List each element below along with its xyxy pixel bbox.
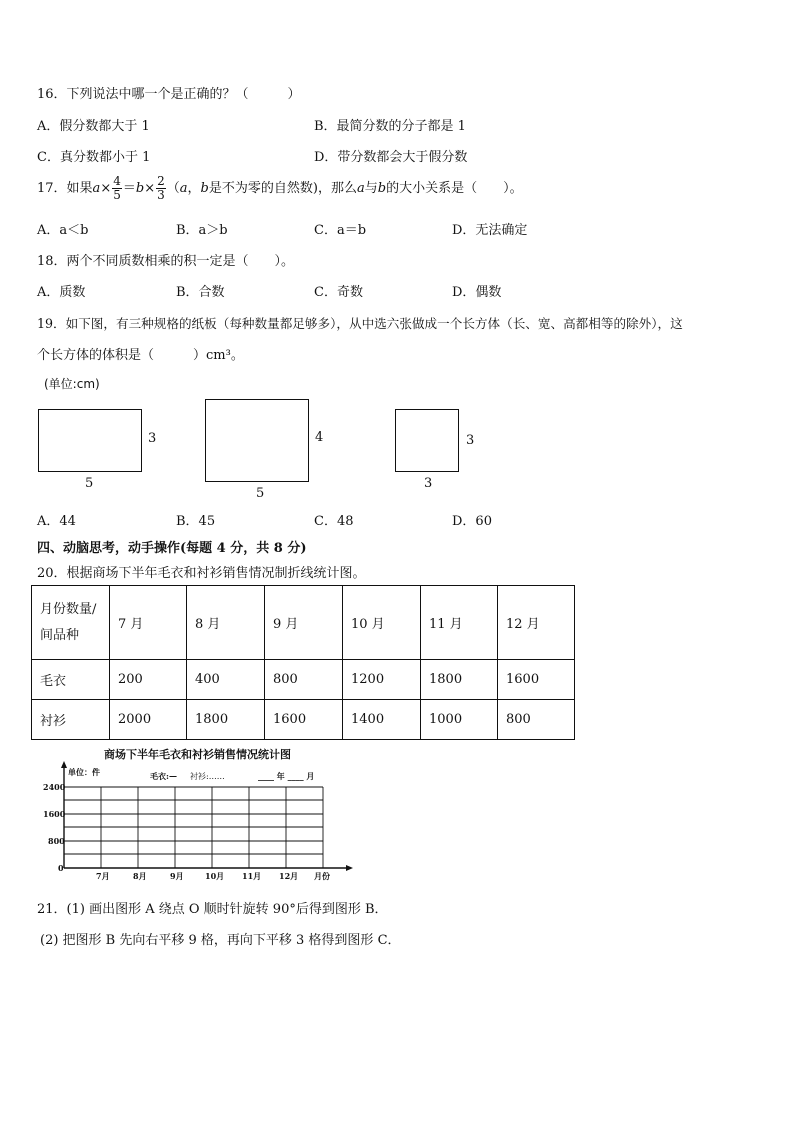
table-row	[32, 700, 575, 740]
q19-option-c: C．48	[314, 514, 354, 529]
q17-stem: 17．如果a× $\frac{4}{5}$ ＝b× $\frac{2}{3}$ （a，b是不为零的自然数)，那么a与b的大小关系是（ ）。	[37, 174, 523, 202]
corner-line-2: 间品种	[40, 627, 80, 643]
table-cell: 1200	[343, 660, 421, 700]
q16-option-d: D．带分数都会大于假分数	[314, 150, 468, 165]
table-cell: 1400	[343, 700, 421, 740]
y-axis-arrow	[61, 761, 67, 768]
cardboard-5x4-height: 4	[315, 430, 324, 445]
table-cell: 800	[265, 660, 343, 700]
y-tick-label: 800	[48, 836, 65, 846]
table-cell: 800	[498, 700, 575, 740]
q19-option-b: B．45	[176, 514, 216, 529]
month-header: 8 月	[187, 586, 265, 660]
fraction-four-fifths: $\frac{4}{5}$	[113, 174, 121, 202]
cardboard-5x3	[38, 409, 142, 472]
q18-option-c: C．奇数	[314, 285, 363, 300]
x-tick-label: 10月	[205, 871, 225, 881]
chart-title: 商场下半年毛衣和衬衫销售情况统计图	[104, 748, 291, 761]
month-header: 11 月	[421, 586, 498, 660]
cardboard-3x3-width: 3	[424, 476, 433, 491]
month-header: 7 月	[110, 586, 187, 660]
q16-stem: 16．下列说法中哪一个是正确的？（ ）	[37, 87, 301, 102]
table-cell: 400	[187, 660, 265, 700]
q18-option-d: D．偶数	[452, 285, 502, 300]
cardboard-3x3-height: 3	[466, 433, 475, 448]
horizontal-grid	[64, 787, 323, 854]
cardboard-3x3	[395, 409, 459, 472]
x-tick-label: 9月	[170, 871, 184, 881]
x-tick-label: 12月	[279, 871, 299, 881]
q18-option-b: B．合数	[176, 285, 225, 300]
q19-stem-line1: 19．如下图，有三种规格的纸板（每种数量都足够多），从中选六张做成一个长方体（长、宽、高都相等的除外），这	[37, 316, 683, 331]
x-tick-label: 11月	[242, 871, 262, 881]
table-cell: 2000	[110, 700, 187, 740]
q18-stem: 18．两个不同质数相乘的积一定是（ ）。	[37, 254, 295, 269]
q16-option-a: A．假分数都大于 1	[37, 119, 150, 134]
legend-sweater: 毛衣:—	[150, 771, 177, 781]
x-tick-label: 8月	[133, 871, 147, 881]
y-tick-label: 1600	[43, 809, 66, 819]
legend-shirt: 衬衫:……	[190, 772, 225, 781]
row-label: 衬衫	[32, 700, 110, 740]
table-cell: 1000	[421, 700, 498, 740]
q17-option-b: B．a＞b	[176, 223, 228, 238]
cardboard-5x4	[205, 399, 309, 482]
q20-stem: 20．根据商场下半年毛衣和衬衫销售情况制折线统计图。	[37, 566, 366, 581]
table-row	[32, 660, 575, 700]
row-label: 毛衣	[32, 660, 110, 700]
q21-part1: 21．(1) 画出图形 A 绕点 O 顺时针旋转 90°后得到图形 B．	[37, 902, 388, 917]
q17-option-c: C．a＝b	[314, 223, 367, 238]
month-header: 9 月	[265, 586, 343, 660]
cardboard-5x3-width: 5	[85, 476, 94, 491]
table-header-row	[32, 586, 575, 660]
table-cell: 1600	[498, 660, 575, 700]
q21-part2: (2) 把图形 B 先向右平移 9 格，再向下平移 3 格得到图形 C．	[40, 933, 401, 948]
q18-option-a: A．质数	[37, 285, 86, 300]
q16-option-b: B．最简分数的分子都是 1	[314, 119, 466, 134]
q17-option-a: A．a＜b	[37, 223, 89, 238]
table-cell: 1800	[187, 700, 265, 740]
y-tick-label: 2400	[43, 782, 66, 792]
table-cell: 1800	[421, 660, 498, 700]
cardboard-5x4-width: 5	[256, 486, 265, 501]
q17-option-d: D．无法确定	[452, 223, 528, 238]
section-heading: 四、动脑思考，动手操作(每题 4 分，共 8 分)	[37, 541, 307, 556]
month-header: 10 月	[343, 586, 421, 660]
q19-unit-label: (单位:cm)	[44, 377, 100, 391]
fraction-two-thirds: $\frac{2}{3}$	[157, 174, 165, 202]
table-cell: 200	[110, 660, 187, 700]
q19-stem-line2: 个长方体的体积是（ ）cm³。	[37, 348, 244, 363]
y-tick-label: 0	[58, 863, 64, 873]
corner-line-1: 月份数量/	[40, 601, 97, 617]
month-header: 12 月	[498, 586, 575, 660]
x-tick-label: 7月	[96, 871, 110, 881]
chart-date-blank: ____ 年 ____ 月	[258, 771, 315, 781]
q19-option-d: D．60	[452, 514, 492, 529]
x-axis-label: 月份	[314, 871, 330, 881]
chart-unit-label: 单位：件	[68, 767, 100, 777]
cardboard-5x3-height: 3	[148, 431, 157, 446]
table-corner-cell	[32, 586, 110, 660]
vertical-grid	[101, 787, 323, 868]
x-axis-arrow	[346, 865, 353, 871]
sales-table	[31, 585, 575, 740]
q16-option-c: C．真分数都小于 1	[37, 150, 151, 165]
q19-option-a: A．44	[37, 514, 76, 529]
table-cell: 1600	[265, 700, 343, 740]
